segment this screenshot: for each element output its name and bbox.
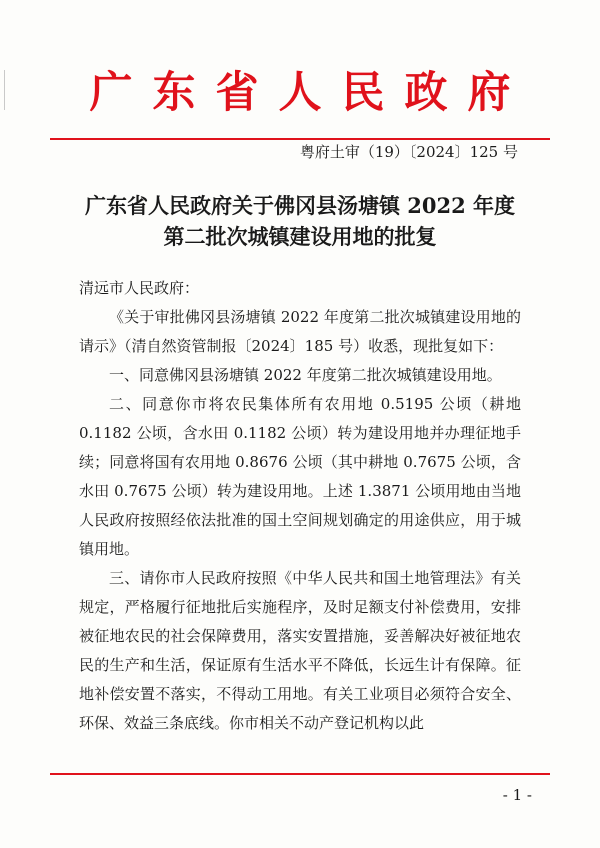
header-red-rule (50, 138, 550, 140)
document-title-line-1: 广东省人民政府关于佛冈县汤塘镇 2022 年度 (84, 193, 516, 218)
issuer-header: 广东省人民政府 (89, 68, 531, 118)
paragraph-item-2: 二、同意你市将农民集体所有农用地 0.5195 公顷（耕地 0.1182 公顷，含水田 0.1182 公顷）转为建设用地并办理征地手续；同意将国有农用地 0.8676 公顷（其中耕地 0.7675 公顷，含水田 0.7675 公顷）转为建设用地。上述 1.3871 公顷用地由当地人民政府按照经依法批准的国土空间规划确定的用途供应，用于城镇用地。 (79, 395, 521, 558)
paragraph-item-1: 一、同意佛冈县汤塘镇 2022 年度第二批次城镇建设用地。 (109, 366, 502, 384)
paragraph-item-3: 三、请你市人民政府按照《中华人民共和国土地管理法》有关规定，严格履行征地批后实施程序，及时足额支付补偿费用，安排被征地农民的社会保障费用，落实安置措施，妥善解决好被征地农民的生产和生活，保证原有生活水平不降低，长远生计有保障。征地补偿安置不落实，不得动工用地。有关工业项目必须符合安全、环保、效益三条底线。你市相关不动产登记机构以此 (79, 569, 521, 732)
document-title-line-2: 第二批次城镇建设用地的批复 (163, 224, 437, 249)
paragraph-request: 《关于审批佛冈县汤塘镇 2022 年度第二批次城镇建设用地的请示》（清自然资管制报〔2024〕185 号）收悉，现批复如下： (79, 308, 521, 355)
document-number: 粤府土审（19）〔2024〕125 号 (299, 143, 518, 161)
footer-red-rule (50, 773, 550, 775)
document-body (79, 274, 521, 738)
page-number: - 1 - (502, 786, 532, 804)
salutation: 清远市人民政府： (79, 279, 200, 297)
